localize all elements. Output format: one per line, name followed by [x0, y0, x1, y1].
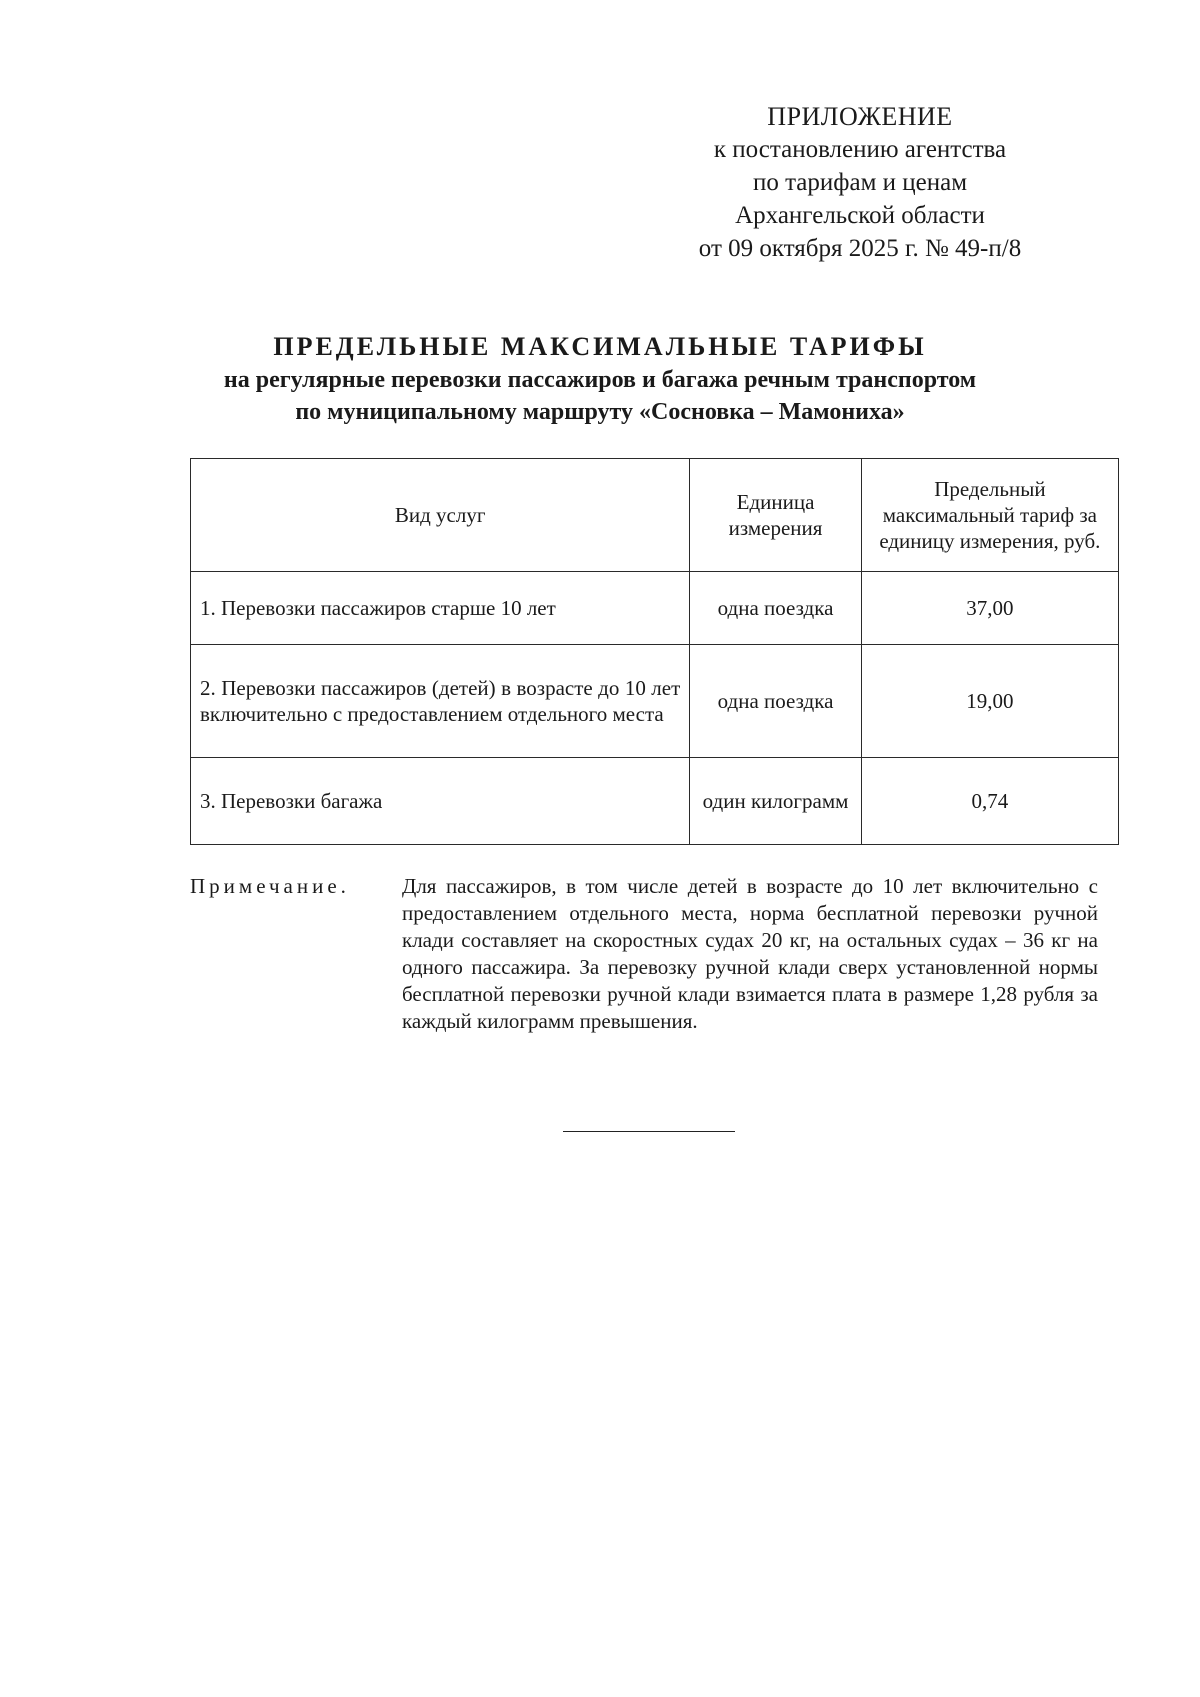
note-text: Для пассажиров, в том числе детей в возрасте до 10 лет включительно с предоставлением отдельного места, норма бесплатной перевозки ручной клади составляет на скоростных судах 20 кг, на остальных судах – 36 кг на одного пассажира. За перевозку ручной клади сверх установленной нормы бесплатной перевозки ручной клади взимается плата в размере 1,28 рубля за каждый килограмм превышения.	[402, 874, 1098, 1033]
table-row	[191, 758, 1119, 845]
row-3-tariff: 0,74	[861, 758, 1118, 845]
document-subtitle-2: по муниципальному маршруту «Сосновка – Мамониха»	[295, 399, 905, 425]
appendix-line-3: Архангельской области	[735, 202, 985, 229]
appendix-line-2: по тарифам и ценам	[752, 169, 968, 196]
row-2-unit: одна поездка	[690, 645, 861, 758]
table-row	[191, 645, 1119, 758]
row-2-service: 2. Перевозки пассажиров (детей) в возрасте до 10 лет включительно с предоставлением отдельного места	[191, 645, 690, 758]
header-tariff: Предельный максимальный тариф за единицу измерения, руб.	[861, 459, 1118, 572]
end-divider	[563, 1131, 735, 1132]
row-2-tariff: 19,00	[861, 645, 1118, 758]
row-3-unit: один килограмм	[690, 758, 861, 845]
table-header-row	[191, 459, 1119, 572]
appendix-line-4: от 09 октября 2025 г. № 49-п/8	[698, 235, 1022, 262]
document-title-block	[150, 330, 1050, 428]
note-label: Примечание.	[190, 874, 350, 898]
row-1-service: 1. Перевозки пассажиров старше 10 лет	[191, 572, 690, 645]
appendix-heading: ПРИЛОЖЕНИЕ	[767, 102, 953, 131]
header-service: Вид услуг	[191, 459, 690, 572]
appendix-block	[660, 100, 1060, 265]
row-1-tariff: 37,00	[861, 572, 1118, 645]
row-1-unit: одна поездка	[690, 572, 861, 645]
appendix-line-1: к постановлению агентства	[713, 136, 1007, 163]
document-subtitle-1: на регулярные перевозки пассажиров и багажа речным транспортом	[223, 367, 977, 393]
table-row	[191, 572, 1119, 645]
document-title: ПРЕДЕЛЬНЫЕ МАКСИМАЛЬНЫЕ ТАРИФЫ	[273, 332, 927, 361]
tariff-table	[190, 458, 1119, 845]
header-unit: Единица измерения	[690, 459, 861, 572]
row-3-service: 3. Перевозки багажа	[191, 758, 690, 845]
